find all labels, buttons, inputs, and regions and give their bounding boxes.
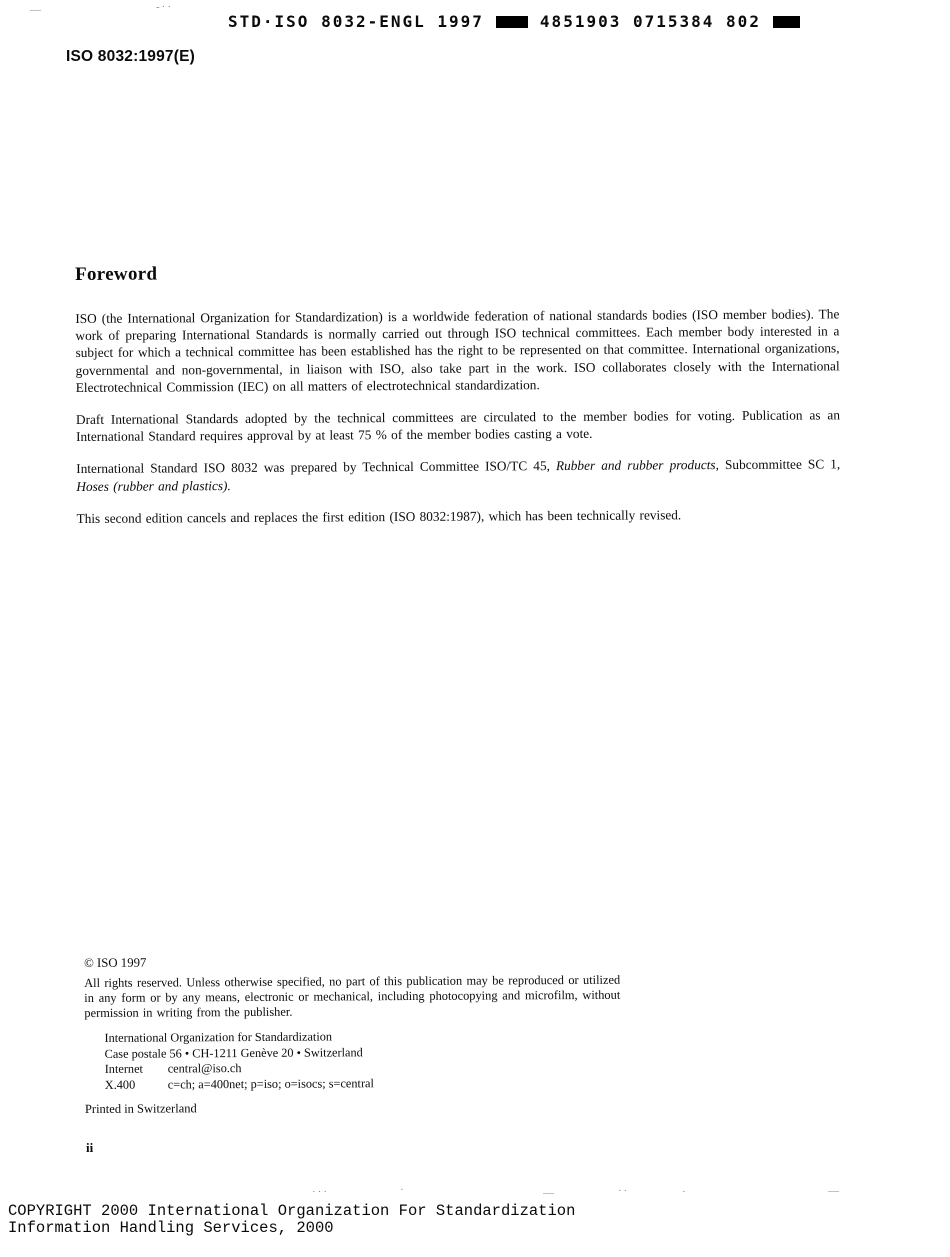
publisher-org: International Organization for Standardization [104, 1029, 333, 1045]
publisher-postal: Case postale 56 • CH-1211 Genève 20 • Switzerland [104, 1044, 363, 1061]
foreword-paragraph-2: Draft International Standards adopted by the technical committees are circulated to the member bodies for voting. Publication as an International Standard requires approval by at least 75 % of the member bodies casting a vote. [75, 407, 840, 445]
page-number: ii [86, 1140, 94, 1155]
publisher-address [104, 1028, 620, 1094]
para3-italic-subcommittee: Hoses (rubber and plastics). [76, 477, 231, 494]
rights-statement: All rights reserved. Unless otherwise specified, no part of this publication may be reproduced or utilized in any form or by any means, electronic or mechanical, including photocopying and microfilm, without permission in writing from the publisher. [84, 972, 621, 1020]
footer-line-1: COPYRIGHT 2000 International Organization For Standardization [8, 1202, 576, 1220]
internet-value: central@iso.ch [167, 1061, 242, 1076]
x400-value: c=ch; a=400net; p=iso; o=isocs; s=central [167, 1076, 374, 1092]
printed-in: Printed in Switzerland [84, 1101, 197, 1117]
ink-block-icon [496, 16, 528, 28]
publisher-x400 [105, 1075, 621, 1094]
para3-italic-committee: Rubber and rubber products [555, 457, 716, 474]
ink-block-icon [773, 16, 800, 28]
copyright-block [84, 953, 621, 1118]
scan-header-text: STD·ISO 8032-ENGL 1997 [228, 12, 484, 31]
x400-label: X.400 [104, 1077, 136, 1092]
scan-artifact: ··· [312, 1186, 329, 1198]
foreword-paragraph-3 [76, 456, 840, 495]
scan-artifact: -·· [156, 1, 173, 13]
footer-line-2: Information Handling Services, 2000 [8, 1218, 334, 1237]
foreword-paragraph-1: ISO (the International Organization for Standardization) is a worldwide federation of national standards bodies (ISO member bodies). The work of preparing International Standards is normally carried out through ISO technical committees. Each member body interested in a subject for which a technical committee has been established has the right to be represented on that committee. International organizations, governmental and non-governmental, in liaison with ISO, also take part in the work. ISO collaborates closely with the International Electrotechnical Commission (IEC) on all matters of electrotechnical standardization. [75, 306, 840, 395]
scan-artifact: — [828, 1185, 841, 1197]
foreword-title: Foreword [75, 263, 158, 285]
main-content [75, 259, 841, 542]
scan-artifact: — [30, 4, 43, 16]
scan-artifact: ·· [618, 1185, 630, 1197]
internet-label: Internet [104, 1061, 143, 1077]
scan-artifact: · [682, 1186, 688, 1198]
document-reference: ISO 8032:1997(E) [66, 48, 195, 65]
para3-text: International Standard ISO 8032 was prepared by Technical Committee ISO/TC 45, [76, 458, 557, 477]
foreword-paragraph-4: This second edition cancels and replaces the first edition (ISO 8032:1987), which has been technically revised. [76, 507, 682, 526]
scan-header-code: 4851903 0715384 802 [539, 12, 761, 31]
para3-text: , Subcommittee SC 1, [715, 456, 841, 473]
scan-artifact: · [400, 1184, 406, 1196]
scan-footer [8, 1203, 575, 1236]
scan-artifact: — [543, 1187, 556, 1199]
scan-header-line [228, 12, 800, 31]
copyright-line: © ISO 1997 [84, 955, 147, 970]
